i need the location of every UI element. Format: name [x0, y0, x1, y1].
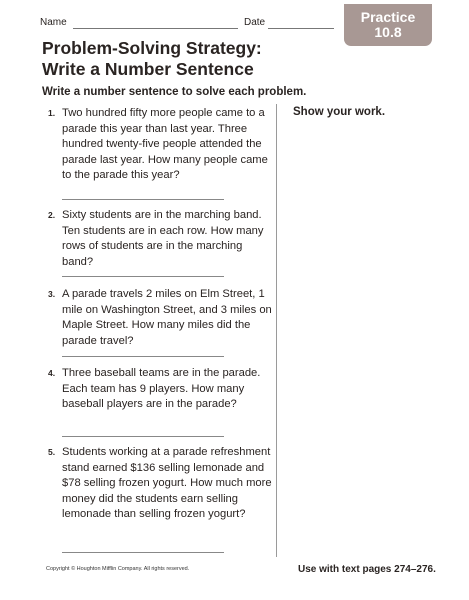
instructions: Write a number sentence to solve each problem. — [42, 86, 307, 98]
date-label: Date — [244, 17, 266, 28]
problem-text: A parade travels 2 miles on Elm Street, 1 mile on Washington Street, and 3 miles on Maple Street. How many miles did the parade travel? — [62, 288, 272, 347]
date-line[interactable] — [268, 28, 334, 29]
practice-badge-label: Practice — [360, 9, 416, 25]
problem-number: 3. — [48, 289, 56, 299]
page-title-line1: Problem-Solving Strategy: — [42, 38, 262, 58]
problem-number: 1. — [48, 108, 56, 118]
practice-badge-number: 10.8 — [374, 24, 402, 40]
page-title-line2: Write a Number Sentence — [42, 59, 254, 79]
page-title — [42, 38, 342, 80]
column-divider — [276, 104, 277, 557]
show-work-label: Show your work. — [293, 106, 386, 118]
problem-text: Students working at a parade refreshment stand earned $136 selling lemonade and $78 selling frozen yogurt. How much more money did the students earn selling lemonade than selling frozen yogurt? — [62, 446, 272, 521]
text-pages-reference: Use with text pages 274–276. — [298, 564, 436, 575]
answer-line-2[interactable] — [62, 276, 224, 277]
problem-text: Sixty students are in the marching band. Ten students are in each row. How many rows of students are in the marching band? — [62, 209, 264, 268]
problem-number: 5. — [48, 447, 56, 457]
name-label: Name — [40, 17, 67, 28]
problem-text: Two hundred fifty more people came to a parade this year than last year. Three hundred twenty-five people attended the parade last year. How many people came to the parade this year? — [62, 107, 268, 182]
problem-number: 2. — [48, 210, 56, 220]
copyright-notice: Copyright © Houghton Mifflin Company. All rights reserved. — [46, 566, 190, 572]
answer-line-5[interactable] — [62, 552, 224, 553]
answer-line-3[interactable] — [62, 356, 224, 357]
answer-line-4[interactable] — [62, 436, 224, 437]
answer-line-1[interactable] — [62, 199, 224, 200]
problem-text: Three baseball teams are in the parade. Each team has 9 players. How many baseball players are in the parade? — [62, 367, 261, 411]
practice-badge — [344, 4, 432, 46]
problem-number: 4. — [48, 368, 56, 378]
name-line[interactable] — [73, 28, 238, 29]
